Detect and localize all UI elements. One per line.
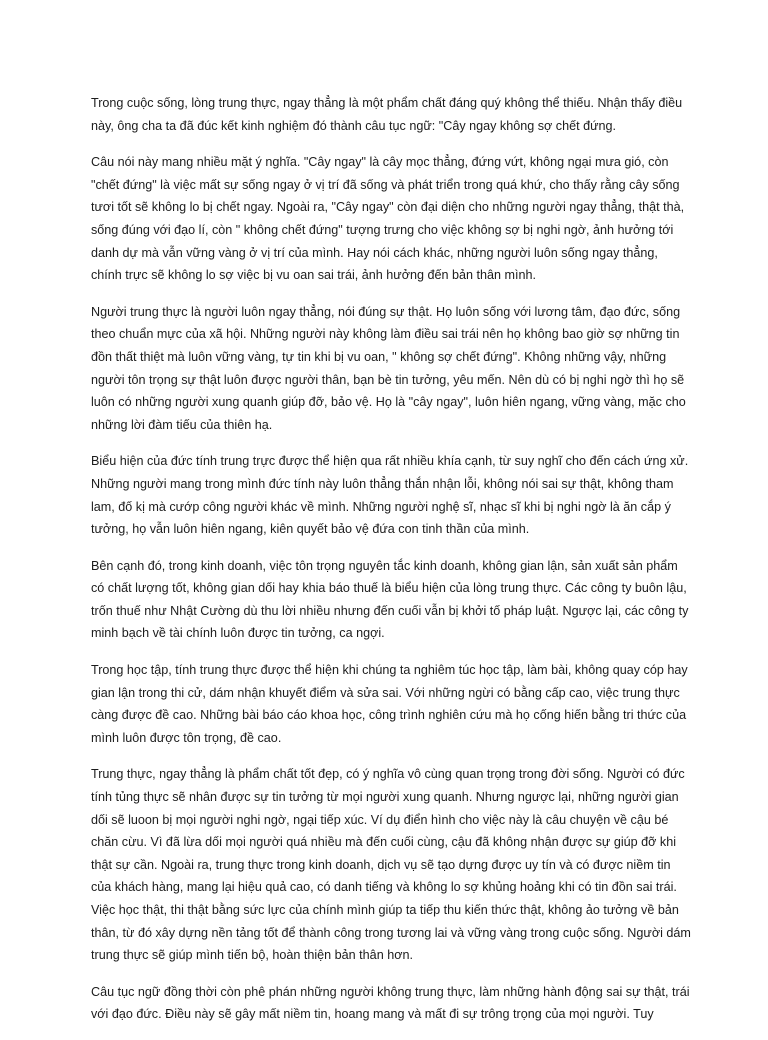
paragraph: Câu nói này mang nhiều mặt ý nghĩa. "Cây ngay" là cây mọc thẳng, đứng vứt, không ngại mưa gió, còn "chết đứng" là việc mất sự sống ngay ở vị trí đã sống và phát triển trong quá khứ, cho thấy rằng cây sống tươi tốt sẽ không lo bị chết ngay. Ngoài ra, "Cây ngay" còn đại diện cho những người ngay thẳng, thật thà, sống đúng với đạo lí, còn " không chết đứng" tượng trưng cho việc không sợ bị nghi ngờ, ảnh hưởng tới danh dự mà vẫn vững vàng ở vị trí của mình. Hay nói cách khác, những người luôn sống ngay thẳng, chính trực sẽ không lo sợ việc bị vu oan sai trái, ảnh hưởng đến bản thân mình. xyxy=(91,155,685,283)
paragraph: Biểu hiện của đức tính trung trực được thể hiện qua rất nhiều khía cạnh, từ suy nghĩ cho đến cách ứng xử. Những người mang trong mình đức tính này luôn thẳng thắn nhận lỗi, không nói sai sự thật, không tham lam, đố kị mà cướp công người khác về mình. Những người nghệ sĩ, nhạc sĩ khi bị nghi ngờ là ăn cắp ý tưởng, họ vẫn luôn hiên ngang, kiên quyết bảo vệ đứa con tinh thần của mình. xyxy=(91,454,689,537)
paragraph: Câu tục ngữ đồng thời còn phê phán những người không trung thực, làm những hành động sai sự thật, trái với đạo đức. Điều này sẽ gây mất niềm tin, hoang mang và mất đi sự trông trọng của mọi người. Tuy xyxy=(91,984,690,1022)
paragraph: Bên cạnh đó, trong kinh doanh, việc tôn trọng nguyên tắc kinh doanh, không gian lận, sản xuất sản phẩm có chất lượng tốt, không gian dối hay khia báo thuế là biểu hiện của lòng trung thực. Các công ty buôn lậu, trốn thuế như Nhật Cường dù thu lời nhiều nhưng đến cuối vẫn bị khởi tố pháp luật. Ngược lại, các công ty minh bạch về tài chính luôn được tin tưởng, ca ngợi. xyxy=(91,558,689,641)
document-body xyxy=(91,92,691,1040)
paragraph: Trong học tập, tính trung thực được thể hiện khi chúng ta nghiêm túc học tập, làm bài, không quay cóp hay gian lận trong thi cử, dám nhận khuyết điểm và sửa sai. Với những ngừi có bằng cấp cao, việc trung thực càng được đề cao. Những bài báo cáo khoa học, công trình nghiên cứu mà họ cống hiến bằng tri thức của mình luôn được tôn trọng, đề cao. xyxy=(91,663,688,745)
paragraph: Trong cuộc sống, lòng trung thực, ngay thẳng là một phẩm chất đáng quý không thể thiếu. Nhận thấy điều này, ông cha ta đã đúc kết kinh nghiệm đó thành câu tục ngữ: "Cây ngay không sợ chết đứng. xyxy=(91,96,683,133)
paragraph: Người trung thực là người luôn ngay thẳng, nói đúng sự thật. Họ luôn sống với lương tâm, đạo đức, sống theo chuẩn mực của xã hội. Những người này không làm điều sai trái nên họ không bao giờ sợ những tin đồn thất thiệt mà luôn vững vàng, tự tin khi bị vu oan, " không sợ chết đứng". Không những vậy, những người tôn trọng sự thật luôn được người thân, bạn bè tin tưởng, yêu mến. Nên dù có bị nghi ngờ thì họ sẽ luôn có những người xung quanh giúp đỡ, bảo vệ. Họ là "cây ngay", luôn hiên ngang, vững vàng, mặc cho những lời đàm tiếu của thiên hạ. xyxy=(91,304,686,432)
paragraph: Trung thực, ngay thẳng là phẩm chất tốt đẹp, có ý nghĩa vô cùng quan trọng trong đời sống. Người có đức tính tủng thực sẽ nhân được sự tin tưởng từ mọi người xung quanh. Nhưng ngược lại, những người gian dối sẽ luoon bị mọi người nghi ngờ, ngại tiếp xúc. Ví dụ điển hình cho việc này là câu chuyện về cậu bé chăn cừu. Vì đã lừa dối mọi người quá nhiều mà đến cuối cùng, cậu đã không nhận được sự giúp đỡ khi thật sự cần. Ngoài ra, trung thực trong kinh doanh, dịch vụ sẽ tạo dựng được uy tín và có được niềm tin của khách hàng, mang lại hiệu quả cao, có danh tiếng và không lo sợ khủng hoảng khi có tin đồn sai trái. Việc học thật, thi thật bằng sức lực của chính mình giúp ta tiếp thu kiến thức thật, không ảo tưởng về bản thân, từ đó xây dựng nền tảng tốt để thành công trong tương lai và vững vàng trong cuộc sống. Người dám trung thực sẽ giúp mình tiến bộ, hoàn thiện bản thân hơn. xyxy=(91,767,691,963)
